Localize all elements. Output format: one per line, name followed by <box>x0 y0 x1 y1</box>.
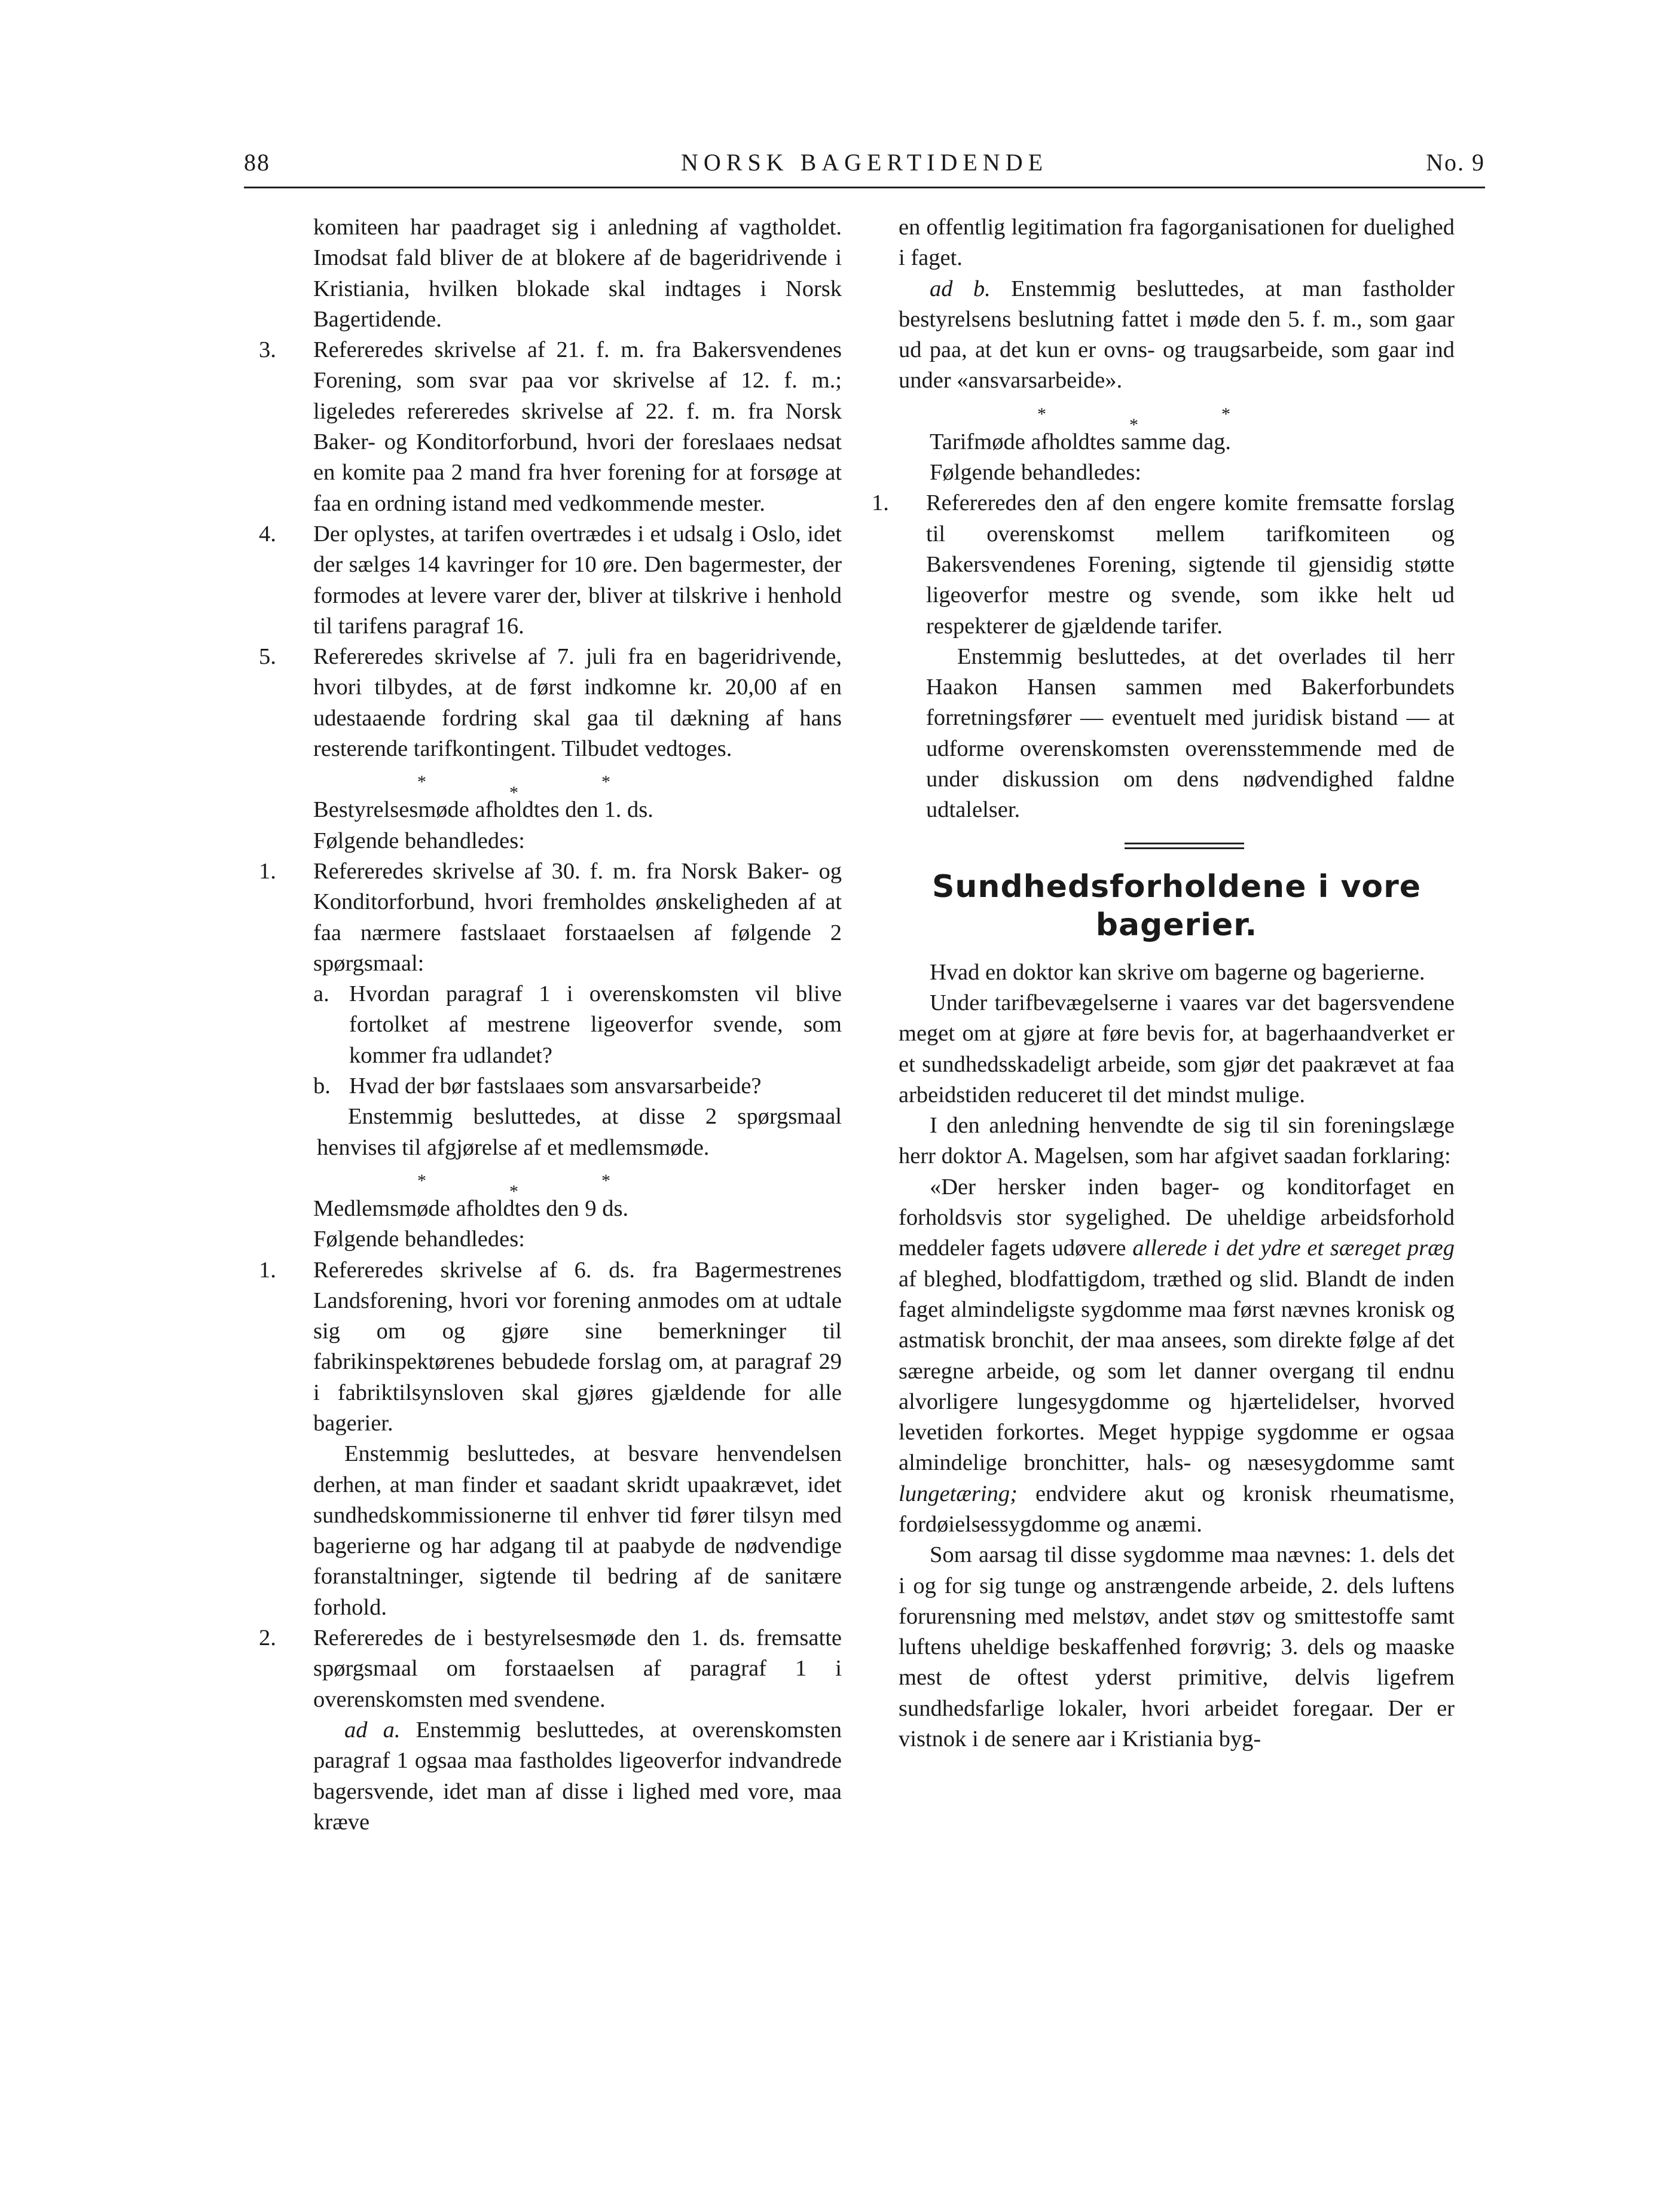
item-text: Refereredes den af den engere komite fremsatte forslag til overenskomst mellem tarifkomiteen og Bakersvendenes Forening, sigtende til gjensidig støtte ligeoverfor mestre og svende, som ikke helt ud respekterer de gjældende tarifer. <box>926 490 1455 639</box>
item-number: 5. <box>259 644 276 670</box>
decision-text <box>899 274 1455 396</box>
item-number: 1. <box>872 490 889 516</box>
ad-label: ad b. <box>930 276 991 301</box>
asterisk: * <box>601 1170 610 1191</box>
asterisk: * <box>1129 414 1138 435</box>
ad-label: ad a. <box>344 1717 401 1743</box>
section-divider-stars <box>286 1163 842 1201</box>
item-number: 1. <box>259 858 276 884</box>
item-text: Refereredes skrivelse af 7. juli fra en bageridrivende, hvori tilbydes, at de først indkomne kr. 20,00 af en udestaaende fordring skal gaa til dækning af hans resterende tarifkontingent. Tilbudet vedtoges. <box>313 644 842 762</box>
article-paragraph: Under tarifbevægelserne i vaares var det bagersvendene meget om at gjøre at føre bevis for, at bagerhaandverket er et sundhedsskadeligt arbeide, som gjør det paakrævet at faa arbeidstiden reduceret til det mindst mulige. <box>899 990 1455 1107</box>
list-item <box>259 1255 842 1439</box>
running-header <box>244 148 1485 190</box>
asterisk: * <box>1037 404 1046 424</box>
section-divider-stars <box>899 396 1455 435</box>
decision-text <box>286 1715 842 1838</box>
asterisk: * <box>417 772 426 792</box>
item-number: 1. <box>259 1257 276 1283</box>
article-title: Sundhedsforholdene i vore bagerier. <box>931 868 1422 943</box>
meeting-intro: Bestyrelsesmøde afholdtes den 1. ds. <box>313 797 653 823</box>
asterisk: * <box>509 783 518 803</box>
meeting-intro: Medlemsmøde afholdtes den 9 ds. <box>313 1195 629 1221</box>
text: «Der hersker inden bager- og konditorfaget en forholdsvis stor sygelighed. De uheldige arbeidsforhold meddeler fagets udøvere <box>899 1174 1455 1261</box>
paragraph: en offentlig legitimation fra fagorganisationen for duelighed i faget. <box>899 215 1455 271</box>
list-item <box>259 856 842 979</box>
paragraph <box>286 212 842 335</box>
text: endvidere akut og kronisk rheumatisme, fordøielsessygdomme og anæmi. <box>899 1481 1455 1537</box>
left-column <box>259 212 842 1838</box>
sub-item-letter: a. <box>313 981 329 1007</box>
right-column <box>872 212 1455 1755</box>
decision-text: Enstemmig besluttedes, at det overlades til herr Haakon Hansen sammen med Bakerforbundets forretningsfører — eventuelt med juridisk bistand — at udforme overenskomsten overensstemmende med de under diskussion om dens nødvendighed faldne udtalelser. <box>926 643 1455 823</box>
section-divider-stars <box>286 764 842 803</box>
item-text: Refereredes de i bestyrelsesmøde den 1. ds. fremsatte spørgsmaal om forstaaelsen af paragraf 1 i overenskomsten med svendene. <box>313 1625 842 1712</box>
page-number: 88 <box>244 149 270 176</box>
text: komiteen har paadraget sig i anledning af vagtholdet. Imodsat fald bliver de at blokere af de bageridrivende i Kristiania, hvilken blokade skal indtages i Norsk Bagertidende. <box>313 215 842 332</box>
item-number: 3. <box>259 337 276 363</box>
asterisk: * <box>1221 404 1230 424</box>
asterisk: * <box>417 1170 426 1191</box>
decision-text: Enstemmig besluttedes, at besvare henvendelsen derhen, at man finder et saadant skridt upaakrævet, idet sundhedskommissionerne til enhver tid fører tilsyn med bagerierne og har adgang til at paabyde de nødvendige foranstaltninger, sigtende til bedring af de sanitære forhold. <box>313 1441 842 1620</box>
double-rule-divider <box>899 826 1455 862</box>
article-paragraph: I den anledning henvendte de sig til sin foreningslæge herr doktor A. Magelsen, som har afgivet saadan forklaring: <box>899 1113 1455 1169</box>
list-item <box>872 488 1455 641</box>
asterisk: * <box>601 772 610 792</box>
item-text: Refereredes skrivelse af 21. f. m. fra Bakersvendenes Forening, som svar paa vor skrivelse af 12. f. m.; ligeledes refereredes skrivelse af 22. f. m. fra Norsk Baker- og Konditorforbund, hvori der foreslaaes nedsat en komite paa 2 mand fra hver forening for at forsøge at faa en ordning istand med vedkommende mester. <box>313 337 842 516</box>
emphasis: allerede i det ydre et særeget præg <box>1132 1235 1455 1261</box>
emphasis: lungetæring; <box>899 1481 1018 1506</box>
meeting-following: Følgende behandledes: <box>930 460 1141 486</box>
decision-text: Enstemmig besluttedes, at disse 2 spørgsmaal henvises til afgjørelse af et medlemsmøde. <box>317 1104 842 1160</box>
list-item <box>259 1623 842 1715</box>
sub-item <box>286 1071 842 1102</box>
item-text: Refereredes skrivelse af 30. f. m. fra Norsk Baker- og Konditorforbund, hvori fremholdes ønskeligheden af at faa nærmere fastslaaet forstaaelsen af følgende 2 spørgsmaal: <box>313 858 842 976</box>
item-text: Der oplystes, at tarifen overtrædes i et udsalg i Oslo, idet der sælges 14 kavringer for 10 øre. Den bagermester, der formodes at levere varer der, bliver at tilskrive i henhold til tarifens paragraf 16. <box>313 521 842 639</box>
sub-item <box>286 979 842 1071</box>
issue-number: No. 9 <box>1426 149 1485 176</box>
item-number: 4. <box>259 521 276 547</box>
sub-item-text: Hvordan paragraf 1 i overenskomsten vil blive fortolket af mestrene ligeoverfor svende, som kommer fra udlandet? <box>349 981 842 1068</box>
article-paragraph <box>899 1172 1455 1540</box>
asterisk: * <box>509 1181 518 1201</box>
publication-title: NORSK BAGERTIDENDE <box>680 149 1049 176</box>
meeting-following: Følgende behandledes: <box>313 1226 525 1252</box>
decision-body: Enstemmig besluttedes, at overenskomsten paragraf 1 ogsaa maa fastholdes ligeoverfor indvandrede bagersvende, idet man af disse i lighed med vore, maa kræve <box>313 1717 842 1835</box>
item-text: Refereredes skrivelse af 6. ds. fra Bagermestrenes Landsforening, hvori vor forening anmodes om at udtale sig om og gjøre sine bemerkninger til fabrikinspektørenes bebudede forslag om, at paragraf 29 i fabriktilsynsloven skal gjøres gjældende for alle bagerier. <box>313 1257 842 1436</box>
sub-item-text: Hvad der bør fastslaaes som ansvarsarbeide? <box>349 1073 762 1099</box>
list-item <box>259 335 842 519</box>
meeting-following: Følgende behandledes: <box>313 828 525 853</box>
text: af bleghed, blodfattigdom, træthed og slid. Blandt de inden faget almindeligste sygdomme maa først nævnes kronisk og astmatisk bronchit, der maa ansees, som direkte følge af det særegne arbeide, og som let danner overgang til endnu alvorligere lungesygdomme og hjærtelidelser, hvorved levetiden forkortes. Meget hyppige sygdomme er ogsaa almindelige bronchitter, hals- og næsesygdomme samt <box>899 1266 1455 1476</box>
meeting-intro: Tarifmøde afholdtes samme dag. <box>930 429 1232 454</box>
header-rule <box>244 187 1485 188</box>
decision-body: Enstemmig besluttedes, at man fastholder bestyrelsens beslutning fattet i møde den 5. f. m., som gaar ud paa, at det kun er ovns- og traugsarbeide, som gaar ind under «ansvarsarbeide». <box>899 276 1455 393</box>
sub-item-letter: b. <box>313 1073 331 1099</box>
item-number: 2. <box>259 1625 276 1651</box>
list-item <box>259 642 842 764</box>
article-paragraph: Hvad en doktor kan skrive om bagerne og bagerierne. <box>930 959 1425 985</box>
article-paragraph: Som aarsag til disse sygdomme maa nævnes: 1. dels det i og for sig tunge og anstrængende arbeide, 2. dels luftens forurensning med melstøv, andet støv og smittestoffe samt luftens uheldige beskaffenhed forøvrig; 3. dels og maaske mest de oftest yderst primitive, delvis ligefrem sundhedsfarlige lokaler, hvori arbeidet foregaar. Der er vistnok i de senere aar i Kristiania byg- <box>899 1542 1455 1752</box>
list-item <box>259 519 842 642</box>
